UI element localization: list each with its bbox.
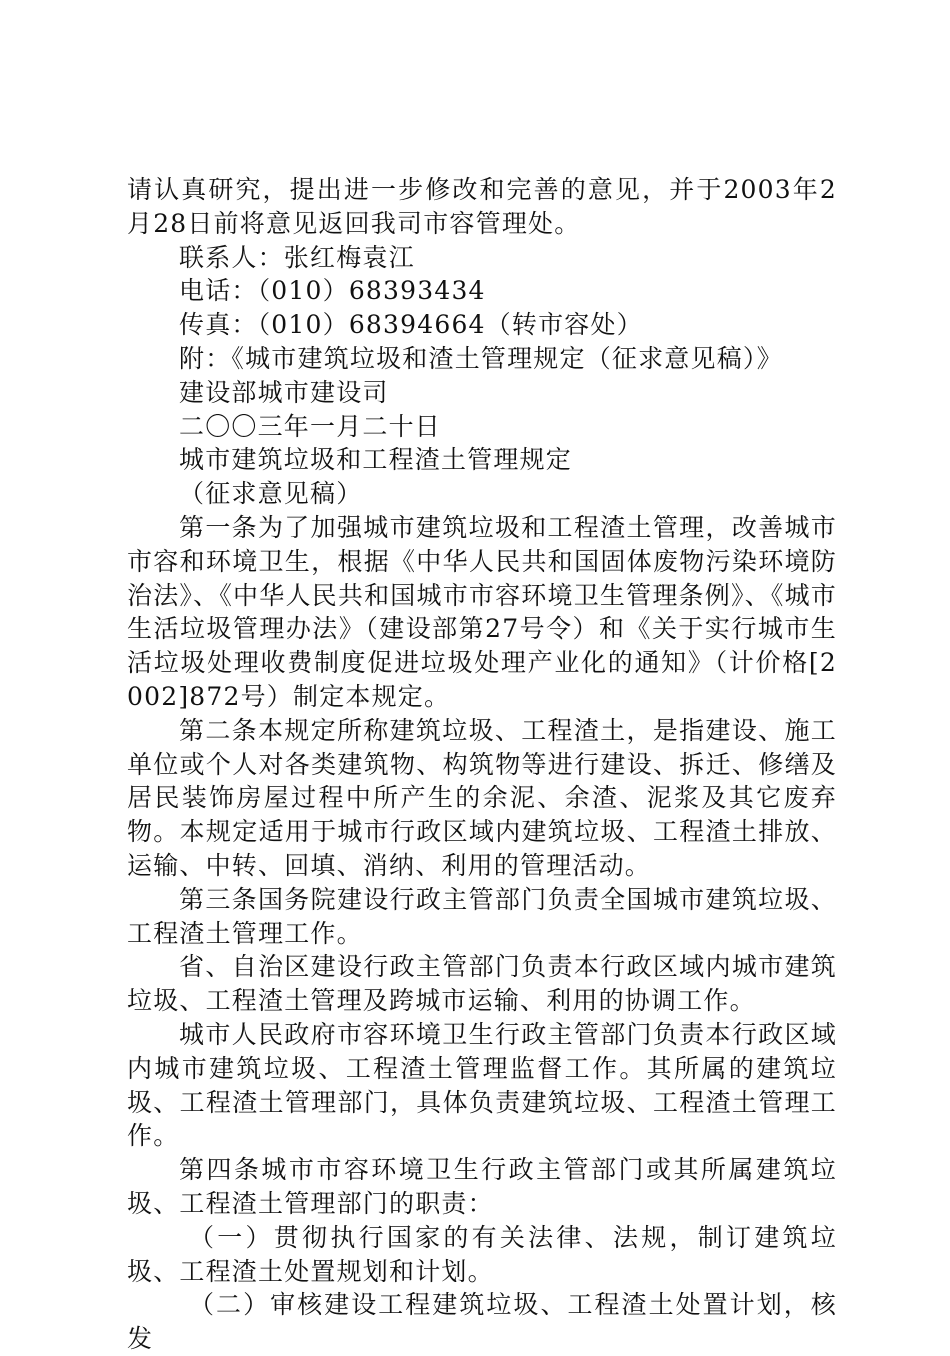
regulation-title: 城市建筑垃圾和工程渣土管理规定 [179,445,573,475]
article-2: 第二条本规定所称建筑垃圾、工程渣土，是指建设、施工单位或个人对各类建筑物、构筑物等进行建设、拆迁、修缮及居民装饰房屋过程中所产生的余泥、余渣、泥浆及其它废弃物。本规定适用于城市行政区域内建筑垃圾、工程渣土排放、运输、中转、回填、消纳、利用的管理活动。 [127,715,837,880]
paragraph-contact: 联系人：张红梅袁江 [179,242,415,272]
article-3-province: 省、自治区建设行政主管部门负责本行政区域内城市建筑垃圾、工程渣土管理及跨城市运输、利用的协调工作。 [127,952,837,1016]
regulation-subtitle: （征求意见稿） [179,479,363,509]
paragraph-fax: 传真：（010）68394664（转市容处） [179,310,643,340]
paragraph-attachment: 附：《城市建筑垃圾和渣土管理规定（征求意见稿）》 [179,343,783,373]
article-3-city: 城市人民政府市容环境卫生行政主管部门负责本行政区域内城市建筑垃圾、工程渣土管理监督工作。其所属的建筑垃圾、工程渣土管理部门，具体负责建筑垃圾、工程渣土管理工作。 [127,1019,837,1151]
paragraph-issuer: 建设部城市建设司 [179,377,389,407]
article-1: 第一条为了加强城市建筑垃圾和工程渣土管理，改善城市市容和环境卫生，根据《中华人民共和国固体废物污染环境防治法》、《中华人民共和国城市市容环境卫生管理条例》、《城市生活垃圾管理办法》（建设部第27号令）和《关于实行城市生活垃圾处理收费制度促进垃圾处理产业化的通知》（计价格[2002]872号）制定本规定。 [127,512,837,711]
article-4: 第四条城市市容环境卫生行政主管部门或其所属建筑垃圾、工程渣土管理部门的职责： [127,1155,837,1218]
article-4-item-1: （一）贯彻执行国家的有关法律、法规，制订建筑垃圾、工程渣土处置规划和计划。 [127,1222,837,1286]
paragraph-date: 二〇〇三年一月二十日 [179,411,442,441]
article-3: 第三条国务院建设行政主管部门负责全国城市建筑垃圾、工程渣土管理工作。 [127,884,837,948]
article-4-item-2: （二）审核建设工程建筑垃圾、工程渣土处置计划，核发 [127,1290,837,1354]
paragraph-request: 请认真研究，提出进一步修改和完善的意见，并于2003年2月28日前将意见返回我司市容管理处。 [127,175,837,238]
paragraph-phone: 电话：（010）68393434 [179,276,486,306]
document-body [127,173,837,1356]
